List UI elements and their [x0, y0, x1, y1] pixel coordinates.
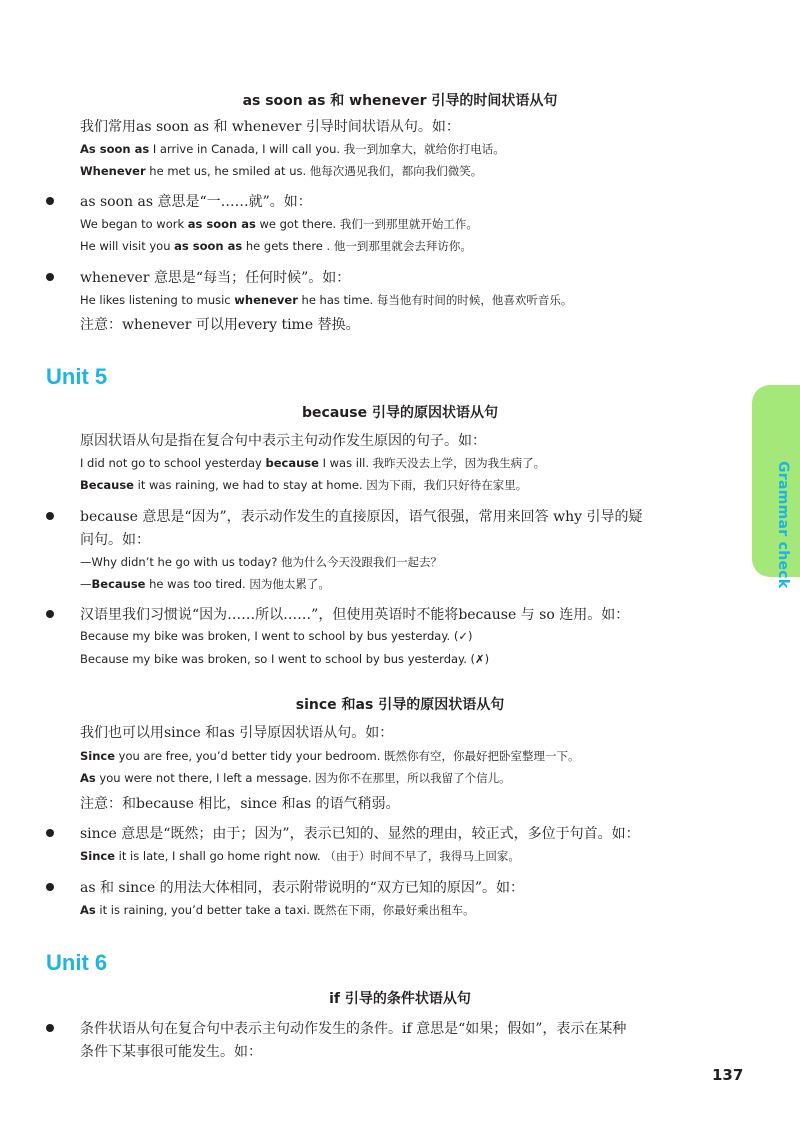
bullet-text-continued: 问句。如： [80, 532, 150, 548]
example-part: you were not there, I left a message. 因为你不在那里，所以我留了个信儿。 [95, 771, 511, 785]
example-sentence [80, 748, 580, 764]
keyword: because [265, 456, 319, 470]
keyword: as soon as [187, 217, 256, 231]
example-sentence [80, 455, 545, 471]
bullet-text-continued: 条件下某事很可能发生。如： [80, 1044, 262, 1060]
dialogue-line [80, 576, 330, 592]
bullet-text: as soon as 意思是“一……就”。如： [80, 194, 312, 210]
bullet-point [46, 1024, 54, 1032]
keyword: Because [91, 577, 146, 591]
keyword: Since [80, 749, 116, 763]
bullet-point [46, 273, 54, 281]
keyword: As [80, 903, 96, 917]
example-sentence [80, 292, 572, 308]
example-sentence [80, 902, 475, 918]
keyword: as soon as [174, 239, 243, 253]
bullet-point [46, 829, 54, 837]
example-rest: he met us, he smiled at us. 他每次遇见我们，都向我们微笑。 [145, 164, 483, 178]
section-title-as-soon-as-whenever: as soon as 和 whenever 引导的时间状语从句 [242, 93, 558, 109]
example-sentence [80, 770, 511, 786]
intro-text: 我们也可以用since 和as 引导原因状语从句。如： [80, 725, 394, 741]
example-incorrect: Because my bike was broken, so I went to school by bus yesterday. (✗) [80, 652, 490, 666]
keyword: whenever [234, 293, 298, 307]
example-sentence [80, 477, 527, 493]
bullet-text: whenever 意思是“每当；任何时候”。如： [80, 270, 351, 286]
unit-heading: Unit 6 [46, 950, 108, 975]
dialogue-line: —Why didn’t he go with us today? 他为什么今天没跟我们一起去？ [80, 555, 442, 569]
example-part: it is raining, you’d better take a taxi. 既然在下雨，你最好乘出租车。 [95, 903, 475, 917]
example-sentence [80, 848, 520, 864]
intro-text: 原因状语从句是指在复合句中表示主句动作发生原因的句子。如： [80, 433, 486, 449]
example-sentence [80, 141, 505, 157]
side-tab-label: Grammar check [775, 461, 791, 589]
grammar-check-side-tab [752, 385, 800, 589]
example-part: I was ill. 我昨天没去上学，因为我生病了。 [318, 456, 546, 470]
note-text: 注意：和because 相比，since 和as 的语气稍弱。 [80, 796, 400, 812]
keyword: Since [80, 849, 116, 863]
example-part: it is late, I shall go home right now. （由于）时间不早了，我得马上回家。 [115, 849, 520, 863]
keyword: Whenever [80, 164, 146, 178]
example-part: he gets there . 他一到那里就会去拜访你。 [242, 239, 472, 253]
example-part: he has time. 每当他有时间的时候，他喜欢听音乐。 [297, 293, 573, 307]
bullet-point [46, 197, 54, 205]
bullet-text: as 和 since 的用法大体相同，表示附带说明的“双方已知的原因”。如： [80, 880, 524, 896]
example-part: you are free, you’d better tidy your bedroom. 既然你有空，你最好把卧室整理一下。 [115, 749, 580, 763]
bullet-text: since 意思是“既然；由于；因为”，表示已知的、显然的理由，较正式，多位于句首。如： [80, 826, 640, 842]
example-sentence [80, 238, 472, 254]
page-number: 137 [712, 1066, 744, 1084]
example-part: I did not go to school yesterday [80, 456, 266, 470]
example-part: he was too tired. 因为他太累了。 [145, 577, 330, 591]
example-part: — [80, 577, 92, 591]
bullet-text: because 意思是“因为”，表示动作发生的直接原因，语气很强，常用来回答 why 引导的疑 [80, 509, 643, 525]
example-part: He will visit you [80, 239, 175, 253]
example-part: We began to work [80, 217, 188, 231]
example-part: He likes listening to music [80, 293, 235, 307]
keyword: Because [80, 478, 134, 492]
example-sentence [80, 163, 482, 179]
bullet-point [46, 610, 54, 618]
example-part: we got there. 我们一到那里就开始工作。 [255, 217, 478, 231]
section-title-since-as: since 和as 引导的原因状语从句 [295, 697, 505, 713]
section-title-if: if 引导的条件状语从句 [329, 991, 471, 1007]
keyword: As [80, 771, 96, 785]
keyword: As soon as [80, 142, 150, 156]
note-text: 注意：whenever 可以用every time 替换。 [80, 317, 360, 333]
unit-heading: Unit 5 [46, 364, 108, 389]
intro-text: 我们常用as soon as 和 whenever 引导时间状语从句。如： [80, 119, 460, 135]
bullet-point [46, 512, 54, 520]
bullet-text: 汉语里我们习惯说“因为……所以……”，但使用英语时不能将because 与 so 连用。如： [80, 607, 630, 623]
example-sentence [80, 216, 478, 232]
bullet-point [46, 883, 54, 891]
section-title-because: because 引导的原因状语从句 [302, 405, 498, 421]
example-correct: Because my bike was broken, I went to school by bus yesterday. (✓) [80, 629, 473, 643]
example-rest: I arrive in Canada, I will call you. 我一到加拿大，就给你打电话。 [149, 142, 505, 156]
bullet-text: 条件状语从句在复合句中表示主句动作发生的条件。if 意思是“如果；假如”，表示在某种 [80, 1021, 627, 1037]
example-part: it was raining, we had to stay at home. 因为下雨，我们只好待在家里。 [133, 478, 528, 492]
